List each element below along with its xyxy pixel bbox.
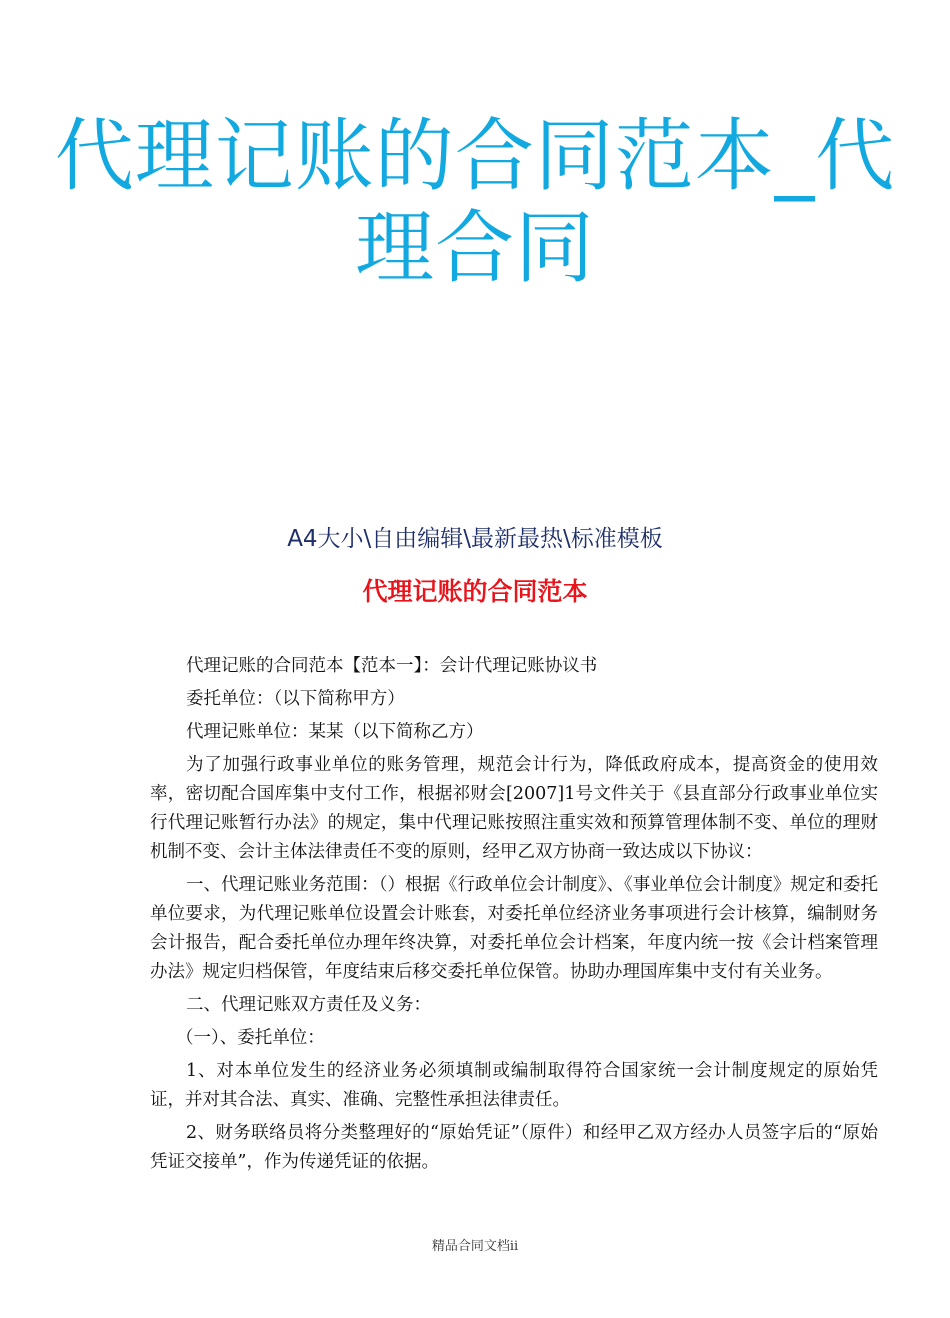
paragraph: 为了加强行政事业单位的账务管理，规范会计行为，降低政府成本，提高资金的使用效率，密切配合国库集中支付工作，根据祁财会[2007]1号文件关于《县直部分行政事业单位实行代理记账暂行办法》的规定，集中代理记账按照注重实效和预算管理体制不变、单位的理财机制不变、会计主体法律责任不变的原则，经甲乙双方协商一致达成以下协议： [150, 755, 878, 862]
paragraph: 代理记账单位：某某（以下简称乙方） [186, 722, 484, 742]
paragraph: 委托单位：（以下简称甲方） [186, 689, 405, 709]
paragraph: 一、代理记账业务范围：（）根据《行政单位会计制度》、《事业单位会计制度》规定和委托单位要求，为代理记账单位设置会计账套，对委托单位经济业务事项进行会计核算，编制财务会计报告，配合委托单位办理年终决算，对委托单位会计档案，年度内统一按《会计档案管理办法》规定归档保管，年度结束后移交委托单位保管。协助办理国库集中支付有关业务。 [150, 875, 878, 982]
document-body [150, 652, 878, 1181]
cover-title: 代理记账的合同范本_代理合同 [54, 110, 896, 294]
paragraph: 2、财务联络员将分类整理好的“原始凭证”（原件）和经甲乙双方经办人员签字后的“原始凭证交接单”，作为传递凭证的依据。 [150, 1123, 878, 1172]
paragraph: （一）、委托单位： [176, 1028, 325, 1048]
subtitle: A4大小\自由编辑\最新最热\标准模板 [287, 526, 663, 552]
paragraph: 二、代理记账双方责任及义务： [186, 995, 431, 1015]
document-title: 代理记账的合同范本 [362, 577, 588, 606]
paragraph: 1、对本单位发生的经济业务必须填制或编制取得符合国家统一会计制度规定的原始凭证，并对其合法、真实、准确、完整性承担法律责任。 [150, 1061, 878, 1110]
paragraph: 代理记账的合同范本【范本一】：会计代理记账协议书 [186, 656, 598, 676]
page-footer: 精品合同文档ii [431, 1239, 519, 1254]
